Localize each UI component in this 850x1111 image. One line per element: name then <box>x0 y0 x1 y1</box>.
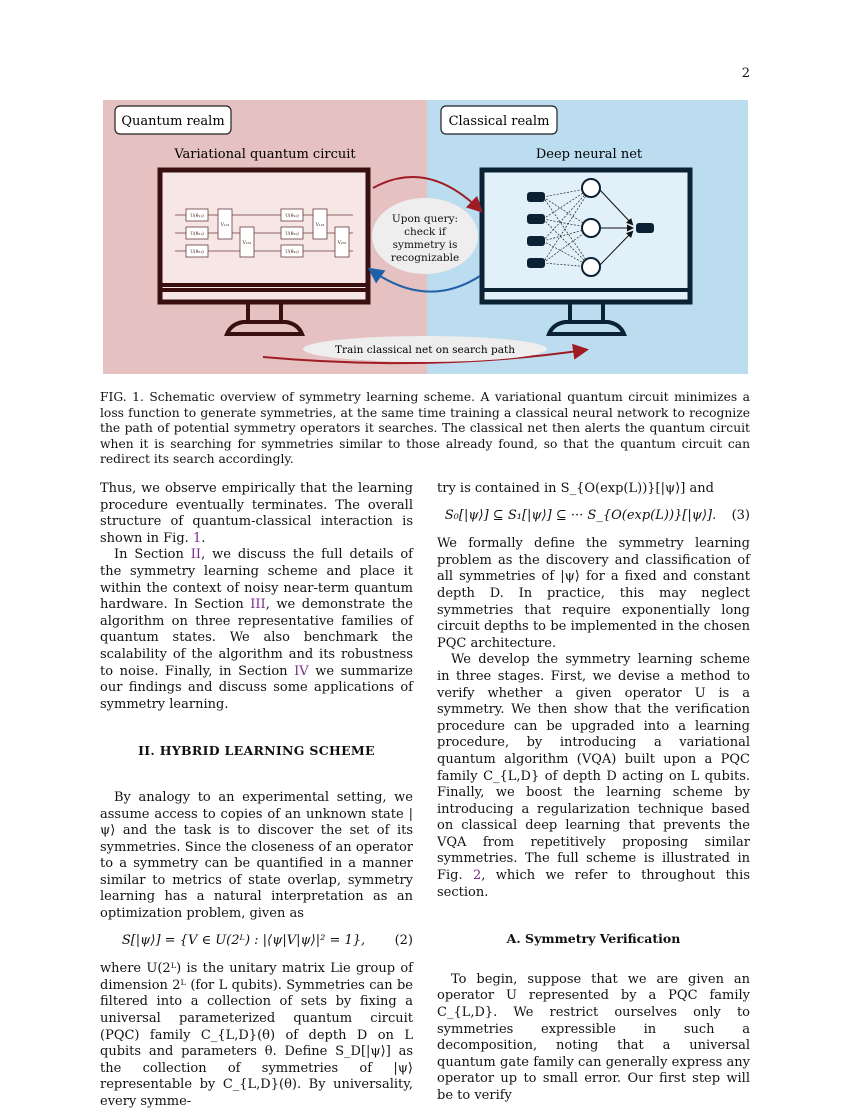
ref-fig-2[interactable]: 2 <box>473 868 482 884</box>
train-label: Train classical net on search path <box>335 344 515 356</box>
right-column <box>437 481 750 1105</box>
gate-u12: U(θ₁₂) <box>285 214 299 219</box>
page-number: 2 <box>741 66 750 81</box>
left-column <box>100 481 413 1111</box>
query-line-3: symmetry is <box>392 239 458 251</box>
left-paragraph-1: Thus, we observe empirically that the learning procedure eventually terminates. The overall structure of quantum-classical interaction is shown in Fig. 1. <box>100 481 413 546</box>
gate-u32: U(θ₃₂) <box>285 250 299 255</box>
equation-3: S₀[|ψ⟩] ⊆ S₁[|ψ⟩] ⊆ ··· S_{O(exp(L))}[|ψ⟩]. (3) <box>444 507 750 523</box>
section-heading: II. HYBRID LEARNING SCHEME <box>138 743 375 759</box>
gate-v232: V₂₃₂ <box>337 241 347 246</box>
gate-v121: V₁₂₁ <box>220 223 230 228</box>
right-paragraph-3: We develop the symmetry learning scheme in three stages. First, we devise a method to verify whether a given operator U is a symmetry. We then show that the verification procedure can be upgraded into a learning procedure, by introducing a variational quantum algorithm (VQA) built upon a PQC family C_{L,D} of depth D acting on L qubits. Finally, we boost the learning scheme by introducing a regularization technique based on classical deep learning that prevents the VQA from repetitively proposing similar symmetries. The full scheme is illustrated in Fig. 2, which we refer to throughout this section. <box>437 652 751 900</box>
query-line-2: check if <box>404 226 446 238</box>
quantum-realm-label: Quantum realm <box>121 114 225 129</box>
ref-section-iv[interactable]: IV <box>294 663 309 679</box>
right-paragraph-4: To begin, suppose that we are given an operator U represented by a PQC family C_{L,D}. We restrict ourselves only to symmetries expressible in such a decomposition, noting that a universal quantum gate family can generally express any operator up to small error. Our first step will be to verify <box>437 971 750 1103</box>
gate-u31: U(θ₃₁) <box>190 250 204 255</box>
ref-section-ii[interactable]: II <box>190 547 202 563</box>
subsection-heading: A. Symmetry Verification <box>506 931 681 947</box>
gate-u22: U(θ₂₂) <box>285 232 299 237</box>
left-paragraph-4: where U(2ᴸ) is the unitary matrix Lie group of dimension 2ᴸ (for L qubits). Symmetries can be filtered into a collection of sets by fixing a universal parameterized quantum circuit (PQC) family C_{L,D}(θ) of depth D on L qubits and parameters θ. Define S_D[|ψ⟩] as the collection of symmetries of |ψ⟩ representable by C_{L,D}(θ). By universality, every symme- <box>100 961 413 1109</box>
vqc-title: Variational quantum circuit <box>174 147 356 162</box>
dnn-title: Deep neural net <box>535 147 643 162</box>
left-paragraph-3: By analogy to an experimental setting, we assume access to copies of an unknown state |ψ⟩ and the task is to discover the set of its symmetries. Since the closeness of an operator to a symmetry can be quantified in a manner similar to metrics of state overlap, symmetry learning has a natural interpretation as an optimization problem, given as <box>100 789 413 922</box>
right-paragraph-2: We formally define the symmetry learning problem as the discovery and classification of all symmetries of |ψ⟩ for a fixed and constant depth D. In practice, this may neglect symmetries that require exponentially long circuit depths to be implemented in the chosen PQC architecture. <box>437 536 750 651</box>
figure-caption: FIG. 1. Schematic overview of symmetry learning scheme. A variational quantum circuit minimizes a loss function to generate symmetries, at the same time training a classical neural network to recognize the path of potential symmetry operators it searches. The classical net then alerts the quantum circuit when it is searching for symmetries similar to those already found, so that the quantum circuit can redirect its search accordingly. <box>100 390 750 466</box>
classical-realm-label: Classical realm <box>448 114 550 129</box>
query-line-1: Upon query: <box>391 213 459 225</box>
left-paragraph-2: In Section II, we discuss the full details of the symmetry learning scheme and place it within the context of noisy near-term quantum hardware. In Section III, we demonstrate the algorithm on three representative families of quantum states. We also benchmark the scalability of the algorithm and its robustness to noise. Finally, in Section IV we summarize our findings and discuss some applications of symmetry learning. <box>100 547 413 712</box>
ref-fig-1[interactable]: 1 <box>192 530 202 546</box>
figure-1 <box>103 100 748 374</box>
ref-section-iii[interactable]: III <box>250 597 266 613</box>
gate-u21: U(θ₂₁) <box>190 232 204 237</box>
gate-v231: V₂₃₁ <box>242 241 252 246</box>
gate-u11: U(θ₁₁) <box>190 214 204 219</box>
equation-2: S[|ψ⟩] = {V ∈ U(2ᴸ) : |⟨ψ|V|ψ⟩|² = 1}, (2) <box>121 932 413 948</box>
gate-v122: V₁₂₂ <box>315 223 325 228</box>
right-paragraph-1: try is contained in S_{O(exp(L))}[|ψ⟩] and <box>437 481 714 496</box>
query-line-4: recognizable <box>390 252 460 264</box>
